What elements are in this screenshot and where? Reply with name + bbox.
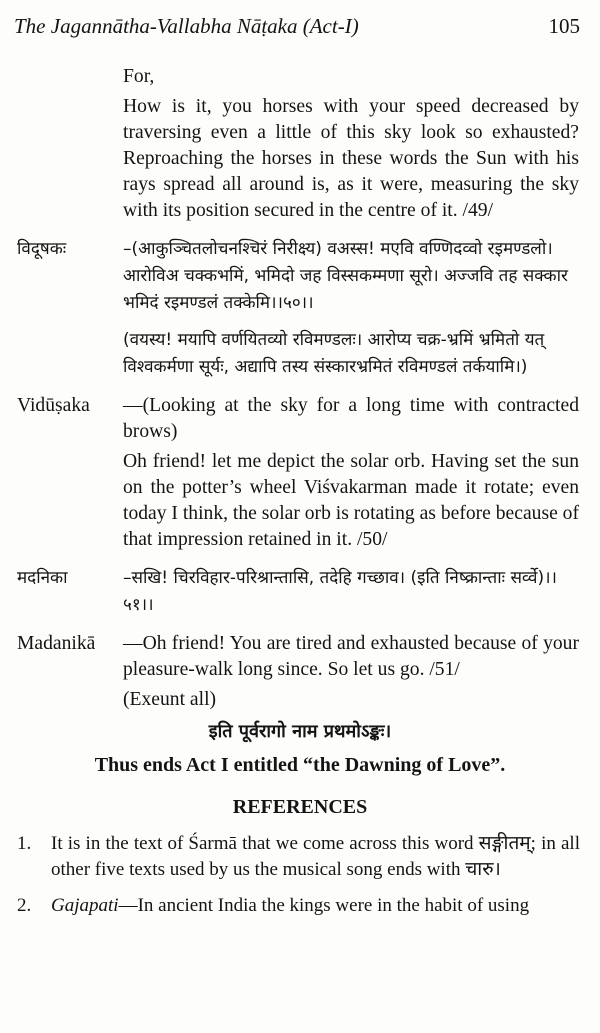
reference-text: —In ancient India the kings were in the habit of using [118, 895, 530, 916]
reference-text: It is in the text of Śarmā that we come across this word सङ्गीतम्; in all other five texts used by us the musical song ends with चारु। [51, 833, 580, 880]
speaker-label-vidusaka-sanskrit: विदूषकः [17, 239, 67, 259]
running-title: The Jagannātha-Vallabha Nāṭaka (Act-I) [14, 14, 359, 38]
vidusaka-stage-direction: —(Looking at the sky for a long time with contracted brows) [123, 395, 579, 442]
vidusaka-prakrit-row [0, 236, 600, 317]
reference-number: 1. [17, 833, 32, 854]
vidusaka-sanskrit-chaya: (वयस्य! मयापि वर्णयितव्यो रविमण्डलः। आरोप्य चक्र-भ्रमिं भ्रमितो यत् विश्वकर्मणा सूर्यः, अद्यापि तस्य संस्कारभ्रमितं रविमण्डलं तर्कयामि।) [123, 330, 545, 377]
speaker-label-vidusaka: Vidūṣaka [17, 395, 90, 416]
exeunt-direction: (Exeunt all) [123, 689, 217, 710]
page-header [14, 14, 580, 44]
madanika-english-row [0, 631, 600, 683]
references-heading: REFERENCES [232, 796, 368, 818]
madanika-english-speech: —Oh friend! You are tired and exhausted because of your pleasure-walk long since. So let us go. /51/ [123, 633, 579, 680]
reference-item [17, 831, 580, 883]
page-body [0, 64, 600, 919]
reference-term: Gajapati [51, 895, 119, 916]
madanika-sanskrit-row [0, 565, 600, 619]
speaker-label-madanika-sanskrit: मदनिका [17, 568, 68, 588]
reference-item [17, 893, 580, 919]
vidusaka-prakrit-text: –(आकुञ्चितलोचनश्चिरं निरीक्ष्य) वअस्स! मएवि वण्णिदव्वो रइमण्डलो। आरोविअ चक्कभमिं, भमिदो जह विस्सकम्मणा सूरो। अज्जवि तह सक्कार भमिदं रइमण्डलं तक्केमि।।५०।। [123, 239, 568, 313]
page-number: 105 [548, 14, 580, 38]
reference-number: 2. [17, 895, 32, 916]
vidusaka-english-row [0, 393, 600, 445]
for-line: For, [123, 66, 155, 87]
colophon-english: Thus ends Act I entitled “the Dawning of Love”. [94, 754, 506, 776]
colophon-sanskrit: इति पूर्वरागो नाम प्रथमोऽङ्कः। [208, 721, 392, 742]
vidusaka-english-speech: Oh friend! let me depict the solar orb. Having set the sun on the potter’s wheel Viśvakarman made it rotate; even today I think, the solar orb is rotating as before because of that impression retained in it. /50/ [123, 451, 579, 550]
madanika-sanskrit-speech: –सखि! चिरविहार-परिश्रान्तासि, तदेहि गच्छाव। (इति निष्क्रान्ताः सर्व्वे)।।५१।। [123, 568, 557, 615]
speaker-label-madanika: Madanikā [17, 633, 96, 654]
verse-49-translation: How is it, you horses with your speed decreased by traversing even a little of this sky look so exhausted? Reproaching the horses in these words the Sun with his rays spread all around is, as it were, measuring the sky with its position secured in the centre of it. /49/ [123, 96, 579, 221]
